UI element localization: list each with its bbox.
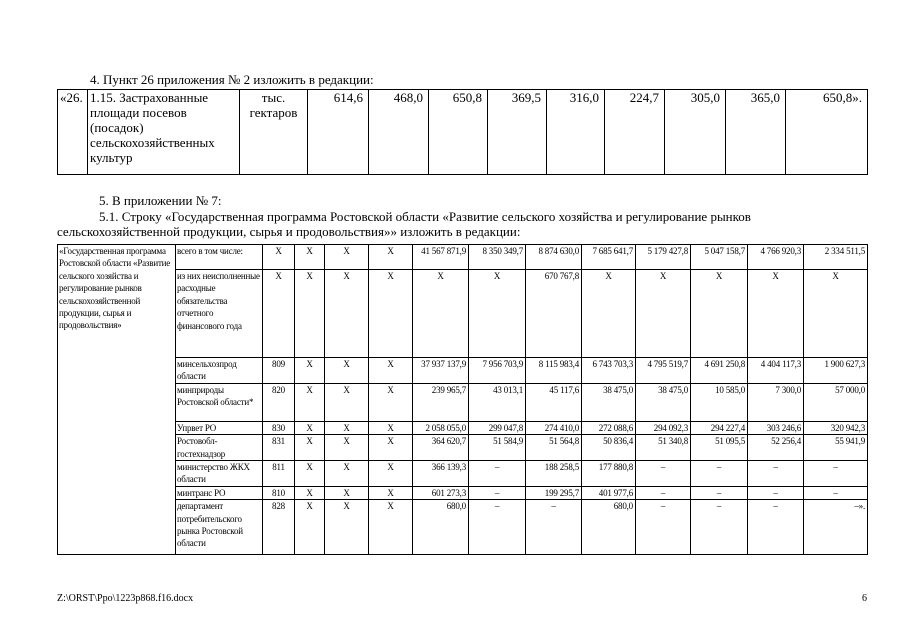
value-cell: 52 256,4 (748, 435, 804, 461)
value-cell: X (413, 270, 469, 358)
value-cell: 366 139,3 (413, 461, 469, 487)
value-cell: 4 795 519,7 (636, 358, 691, 384)
value-cell: 468,0 (369, 90, 429, 175)
value-cell: 10 585,0 (691, 383, 748, 421)
value-cell: 50 836,4 (582, 435, 636, 461)
table-row (58, 383, 868, 421)
value-cell: – (691, 486, 748, 499)
page-number: 6 (862, 593, 867, 604)
code-cell: X (263, 270, 295, 358)
row-label: Упрвет РО (176, 421, 263, 434)
value-cell: 680,0 (582, 500, 636, 555)
value-cell: 7 300,0 (748, 383, 804, 421)
program-name-cell: «Государственная программа Ростовской области «Развитие сельского хозяйства и регулирование рынков сельскохозяйственной продукции, сырья и продовольствия» (58, 245, 176, 555)
table-row (58, 500, 868, 555)
x-cell: X (369, 435, 413, 461)
row-label: всего в том числе: (176, 245, 263, 270)
value-cell: 365,0 (726, 90, 786, 175)
value-cell: 305,0 (665, 90, 726, 175)
value-cell: 294 227,4 (691, 421, 748, 434)
table-row (58, 421, 868, 434)
value-cell: 239 965,7 (413, 383, 469, 421)
value-cell: 294 092,3 (636, 421, 691, 434)
value-cell: 272 088,6 (582, 421, 636, 434)
row-label: минтранс РО (176, 486, 263, 499)
x-cell: X (369, 270, 413, 358)
value-cell: 2 334 511,5 (804, 245, 868, 270)
value-cell: X (582, 270, 636, 358)
value-cell: 4 691 250,8 (691, 358, 748, 384)
row-label: минприроды Ростовской области* (176, 383, 263, 421)
x-cell: X (295, 383, 325, 421)
value-cell: 650,8 (429, 90, 488, 175)
value-cell: –». (804, 500, 868, 555)
row-number: «26. (58, 90, 88, 175)
value-cell: 2 058 055,0 (413, 421, 469, 434)
value-cell: 369,5 (488, 90, 547, 175)
value-cell: 7 685 641,7 (582, 245, 636, 270)
table-program-costs (57, 244, 868, 555)
value-cell: 7 956 703,9 (469, 358, 526, 384)
x-cell: X (369, 358, 413, 384)
value-cell: 614,6 (308, 90, 369, 175)
x-cell: X (295, 245, 325, 270)
value-cell: 199 295,7 (526, 486, 582, 499)
value-cell: 43 013,1 (469, 383, 526, 421)
value-cell: – (636, 461, 691, 487)
value-cell: 8 350 349,7 (469, 245, 526, 270)
paragraph-4: 4. Пункт 26 приложения № 2 изложить в редакции: (90, 72, 374, 87)
value-cell: 57 000,0 (804, 383, 868, 421)
code-cell: 811 (263, 461, 295, 487)
table-row (58, 90, 868, 175)
value-cell: 188 258,5 (526, 461, 582, 487)
x-cell: X (325, 270, 369, 358)
value-cell: X (469, 270, 526, 358)
x-cell: X (325, 435, 369, 461)
x-cell: X (295, 500, 325, 555)
value-cell: – (804, 461, 868, 487)
x-cell: X (295, 435, 325, 461)
value-cell: 650,8». (786, 90, 868, 175)
value-cell: 38 475,0 (582, 383, 636, 421)
value-cell: 274 410,0 (526, 421, 582, 434)
value-cell: 320 942,3 (804, 421, 868, 434)
value-cell: 299 047,8 (469, 421, 526, 434)
code-cell: 820 (263, 383, 295, 421)
row-label: департамент потребительского рынка Ростовской области (176, 500, 263, 555)
value-cell: – (691, 461, 748, 487)
value-cell: – (469, 486, 526, 499)
row-label: министерство ЖКХ области (176, 461, 263, 487)
value-cell: 55 941,9 (804, 435, 868, 461)
x-cell: X (325, 486, 369, 499)
x-cell: X (325, 383, 369, 421)
value-cell: 316,0 (547, 90, 605, 175)
x-cell: X (295, 461, 325, 487)
value-cell: 51 095,5 (691, 435, 748, 461)
footer-path: Z:\ORST\Ppo\1223p868.f16.docx (57, 593, 194, 604)
x-cell: X (325, 245, 369, 270)
value-cell: X (804, 270, 868, 358)
x-cell: X (369, 500, 413, 555)
value-cell: – (636, 500, 691, 555)
value-cell: 4 404 117,3 (748, 358, 804, 384)
value-cell: 38 475,0 (636, 383, 691, 421)
unit: тыс. гектаров (240, 90, 308, 175)
code-cell: X (263, 245, 295, 270)
x-cell: X (369, 421, 413, 434)
x-cell: X (369, 383, 413, 421)
value-cell: – (636, 486, 691, 499)
value-cell: 401 977,6 (582, 486, 636, 499)
value-cell: – (748, 500, 804, 555)
value-cell: – (469, 461, 526, 487)
x-cell: X (295, 421, 325, 434)
paragraph-5-1-line1: 5.1. Строку «Государственная программа Ростовской области «Развитие сельского хозяйства и регулирование рынков (99, 209, 751, 224)
x-cell: X (369, 461, 413, 487)
x-cell: X (369, 245, 413, 270)
value-cell: – (748, 461, 804, 487)
code-cell: 810 (263, 486, 295, 499)
value-cell: 5 047 158,7 (691, 245, 748, 270)
value-cell: – (469, 500, 526, 555)
row-label: минсельхозпрод области (176, 358, 263, 384)
x-cell: X (325, 358, 369, 384)
value-cell: 4 766 920,3 (748, 245, 804, 270)
code-cell: 828 (263, 500, 295, 555)
x-cell: X (295, 358, 325, 384)
value-cell: 1 900 627,3 (804, 358, 868, 384)
table-row (58, 245, 868, 270)
value-cell: 5 179 427,8 (636, 245, 691, 270)
value-cell: 6 743 703,3 (582, 358, 636, 384)
table-row (58, 461, 868, 487)
code-cell: 809 (263, 358, 295, 384)
value-cell: X (691, 270, 748, 358)
table-row (58, 486, 868, 499)
value-cell: – (748, 486, 804, 499)
paragraph-5-1-line2: сельскохозяйственной продукции, сырья и продовольствия»» изложить в редакции: (57, 224, 521, 239)
value-cell: – (526, 500, 582, 555)
table-row (58, 270, 868, 358)
value-cell: 224,7 (605, 90, 665, 175)
x-cell: X (325, 421, 369, 434)
value-cell: X (748, 270, 804, 358)
table-row (58, 435, 868, 461)
value-cell: 45 117,6 (526, 383, 582, 421)
value-cell: 601 273,3 (413, 486, 469, 499)
value-cell: 177 880,8 (582, 461, 636, 487)
code-cell: 830 (263, 421, 295, 434)
x-cell: X (325, 500, 369, 555)
value-cell: 51 564,8 (526, 435, 582, 461)
code-cell: 831 (263, 435, 295, 461)
value-cell: 364 620,7 (413, 435, 469, 461)
value-cell: X (636, 270, 691, 358)
value-cell: 51 340,8 (636, 435, 691, 461)
value-cell: 51 584,9 (469, 435, 526, 461)
table-row (58, 358, 868, 384)
value-cell: 680,0 (413, 500, 469, 555)
value-cell: 670 767,8 (526, 270, 582, 358)
x-cell: X (295, 486, 325, 499)
x-cell: X (369, 486, 413, 499)
indicator-name: 1.15. Застрахованные площади посевов (посадок) сельскохозяйственных культур (88, 90, 240, 175)
value-cell: 8 874 630,0 (526, 245, 582, 270)
value-cell: 8 115 983,4 (526, 358, 582, 384)
x-cell: X (295, 270, 325, 358)
value-cell: 37 937 137,9 (413, 358, 469, 384)
row-label: Ростовобл-гостехнадзор (176, 435, 263, 461)
value-cell: 41 567 871,9 (413, 245, 469, 270)
value-cell: 303 246,6 (748, 421, 804, 434)
value-cell: – (691, 500, 748, 555)
paragraph-5: 5. В приложении № 7: (99, 193, 222, 208)
row-label: из них неисполненные расходные обязательства отчетного финансового года (176, 270, 263, 358)
x-cell: X (325, 461, 369, 487)
table-item-26 (57, 89, 868, 175)
value-cell: – (804, 486, 868, 499)
